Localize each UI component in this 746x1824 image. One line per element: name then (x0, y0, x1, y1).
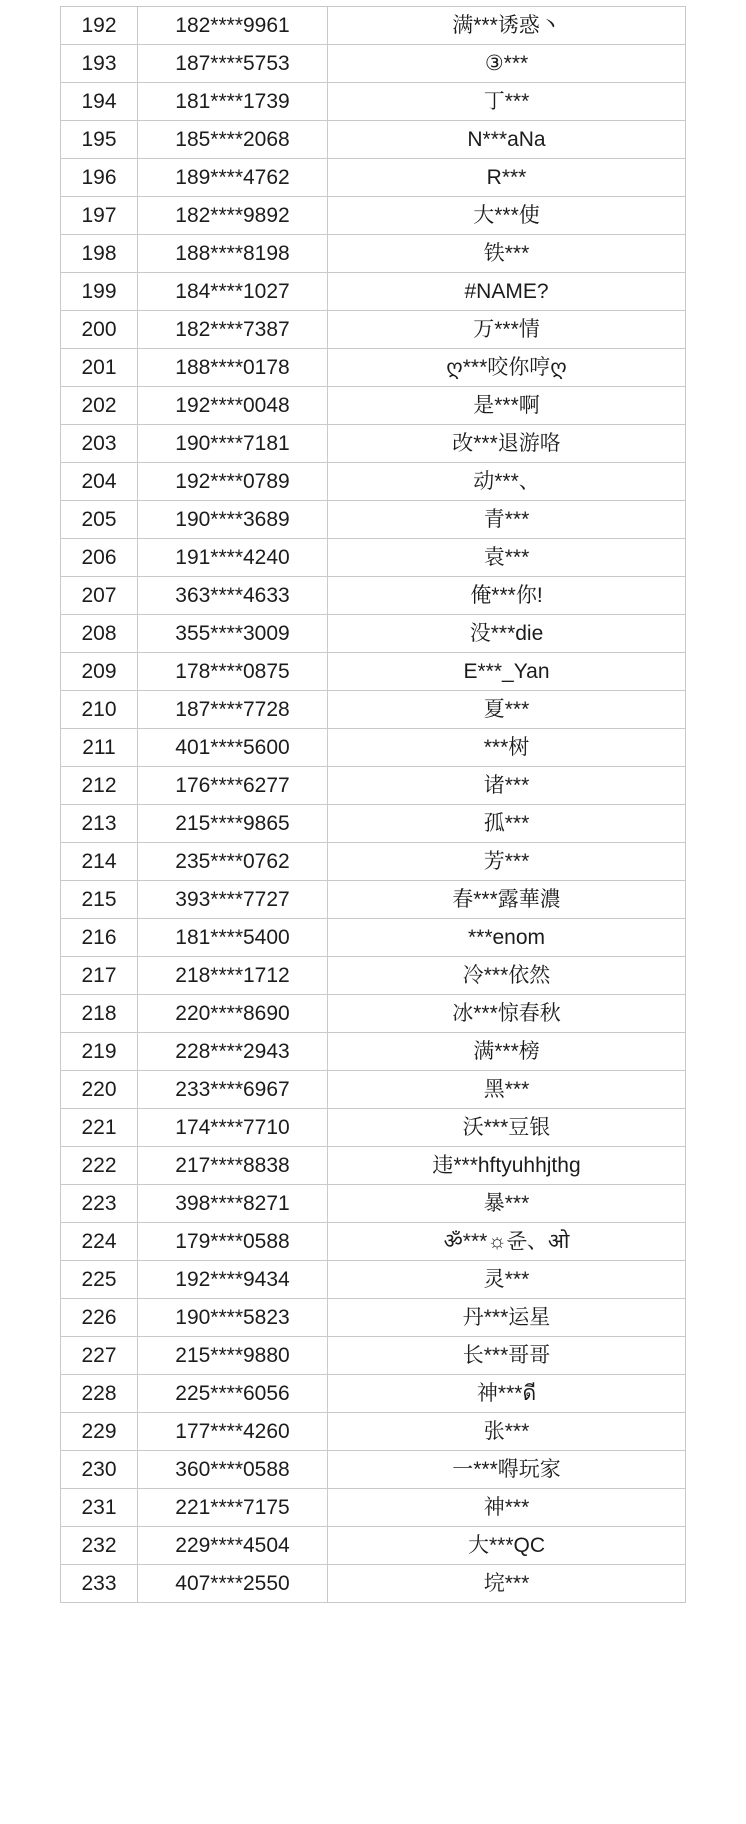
cell-name: #NAME? (328, 273, 686, 311)
cell-phone: 235****0762 (138, 843, 328, 881)
cell-name: 丹***运星 (328, 1299, 686, 1337)
cell-index: 221 (61, 1109, 138, 1147)
cell-index: 212 (61, 767, 138, 805)
cell-index: 218 (61, 995, 138, 1033)
cell-index: 229 (61, 1413, 138, 1451)
table-row (61, 45, 686, 83)
table-row (61, 1565, 686, 1603)
cell-name: N***aNa (328, 121, 686, 159)
table-row (61, 273, 686, 311)
cell-index: 215 (61, 881, 138, 919)
cell-name: 俺***你! (328, 577, 686, 615)
cell-phone: 190****7181 (138, 425, 328, 463)
table-row (61, 957, 686, 995)
table-row (61, 1337, 686, 1375)
cell-index: 206 (61, 539, 138, 577)
cell-phone: 182****9892 (138, 197, 328, 235)
cell-name: 神***ดี (328, 1375, 686, 1413)
cell-index: 193 (61, 45, 138, 83)
cell-index: 192 (61, 7, 138, 45)
cell-phone: 179****0588 (138, 1223, 328, 1261)
cell-phone: 407****2550 (138, 1565, 328, 1603)
cell-index: 202 (61, 387, 138, 425)
cell-phone: 360****0588 (138, 1451, 328, 1489)
cell-name: 冰***惊春秋 (328, 995, 686, 1033)
cell-index: 201 (61, 349, 138, 387)
cell-index: 194 (61, 83, 138, 121)
cell-index: 196 (61, 159, 138, 197)
cell-phone: 178****0875 (138, 653, 328, 691)
cell-name: 春***露華濃 (328, 881, 686, 919)
cell-phone: 181****1739 (138, 83, 328, 121)
cell-phone: 187****7728 (138, 691, 328, 729)
table-row (61, 1413, 686, 1451)
cell-index: 220 (61, 1071, 138, 1109)
cell-name: 张*** (328, 1413, 686, 1451)
cell-phone: 177****4260 (138, 1413, 328, 1451)
cell-phone: 188****0178 (138, 349, 328, 387)
table-row (61, 197, 686, 235)
table-row (61, 653, 686, 691)
cell-name: ॐ***☼쥰、ओ (328, 1223, 686, 1261)
table-row (61, 843, 686, 881)
cell-phone: 192****9434 (138, 1261, 328, 1299)
table-row (61, 691, 686, 729)
cell-phone: 187****5753 (138, 45, 328, 83)
table-row (61, 577, 686, 615)
cell-index: 208 (61, 615, 138, 653)
table-row (61, 1033, 686, 1071)
cell-phone: 233****6967 (138, 1071, 328, 1109)
table-row (61, 919, 686, 957)
cell-phone: 188****8198 (138, 235, 328, 273)
cell-phone: 355****3009 (138, 615, 328, 653)
table-row (61, 235, 686, 273)
table-row (61, 995, 686, 1033)
cell-name: 满***榜 (328, 1033, 686, 1071)
cell-phone: 229****4504 (138, 1527, 328, 1565)
cell-index: 195 (61, 121, 138, 159)
cell-name: 改***退游咯 (328, 425, 686, 463)
table-row (61, 1147, 686, 1185)
cell-index: 213 (61, 805, 138, 843)
cell-name: R*** (328, 159, 686, 197)
cell-name: 大***QC (328, 1527, 686, 1565)
table-row (61, 463, 686, 501)
cell-index: 226 (61, 1299, 138, 1337)
table-row (61, 1185, 686, 1223)
cell-index: 224 (61, 1223, 138, 1261)
table-row (61, 121, 686, 159)
cell-name: 青*** (328, 501, 686, 539)
cell-index: 225 (61, 1261, 138, 1299)
cell-name: 违***hftyuhhjthg (328, 1147, 686, 1185)
cell-index: 203 (61, 425, 138, 463)
cell-index: 233 (61, 1565, 138, 1603)
table-row (61, 349, 686, 387)
table-row (61, 501, 686, 539)
cell-name: 垸*** (328, 1565, 686, 1603)
cell-index: 199 (61, 273, 138, 311)
cell-phone: 218****1712 (138, 957, 328, 995)
cell-name: 灵*** (328, 1261, 686, 1299)
table-row (61, 1261, 686, 1299)
cell-name: ***enom (328, 919, 686, 957)
cell-phone: 181****5400 (138, 919, 328, 957)
cell-index: 200 (61, 311, 138, 349)
cell-index: 231 (61, 1489, 138, 1527)
cell-name: 长***哥哥 (328, 1337, 686, 1375)
cell-index: 217 (61, 957, 138, 995)
cell-name: 暴*** (328, 1185, 686, 1223)
cell-name: 是***啊 (328, 387, 686, 425)
cell-name: ***树 (328, 729, 686, 767)
table-row (61, 1527, 686, 1565)
table-row (61, 311, 686, 349)
cell-name: 铁*** (328, 235, 686, 273)
cell-index: 209 (61, 653, 138, 691)
table-row (61, 1299, 686, 1337)
table-row (61, 615, 686, 653)
cell-index: 232 (61, 1527, 138, 1565)
table-body (61, 7, 686, 1603)
cell-index: 214 (61, 843, 138, 881)
table-row (61, 1223, 686, 1261)
table-row (61, 83, 686, 121)
cell-name: 芳*** (328, 843, 686, 881)
cell-index: 228 (61, 1375, 138, 1413)
cell-name: 万***情 (328, 311, 686, 349)
cell-name: 神*** (328, 1489, 686, 1527)
table-row (61, 425, 686, 463)
cell-index: 205 (61, 501, 138, 539)
cell-index: 227 (61, 1337, 138, 1375)
cell-phone: 192****0789 (138, 463, 328, 501)
cell-index: 211 (61, 729, 138, 767)
cell-name: 丁*** (328, 83, 686, 121)
cell-index: 207 (61, 577, 138, 615)
cell-index: 219 (61, 1033, 138, 1071)
table-row (61, 881, 686, 919)
cell-phone: 221****7175 (138, 1489, 328, 1527)
cell-name: 沃***豆银 (328, 1109, 686, 1147)
cell-index: 210 (61, 691, 138, 729)
cell-phone: 192****0048 (138, 387, 328, 425)
table-row (61, 159, 686, 197)
cell-phone: 217****8838 (138, 1147, 328, 1185)
masked-user-table (60, 6, 686, 1603)
cell-name: E***_Yan (328, 653, 686, 691)
cell-name: ③*** (328, 45, 686, 83)
cell-phone: 393****7727 (138, 881, 328, 919)
cell-name: 满***诱惑丶 (328, 7, 686, 45)
table-row (61, 539, 686, 577)
cell-phone: 215****9880 (138, 1337, 328, 1375)
cell-phone: 190****3689 (138, 501, 328, 539)
table-row (61, 729, 686, 767)
table-row (61, 1451, 686, 1489)
table-row (61, 387, 686, 425)
cell-phone: 215****9865 (138, 805, 328, 843)
table-row (61, 1375, 686, 1413)
cell-phone: 191****4240 (138, 539, 328, 577)
cell-index: 222 (61, 1147, 138, 1185)
cell-index: 197 (61, 197, 138, 235)
table-row (61, 1071, 686, 1109)
cell-phone: 228****2943 (138, 1033, 328, 1071)
cell-name: 动***、 (328, 463, 686, 501)
table-row (61, 1489, 686, 1527)
cell-phone: 401****5600 (138, 729, 328, 767)
table-row (61, 805, 686, 843)
cell-phone: 182****9961 (138, 7, 328, 45)
cell-phone: 225****6056 (138, 1375, 328, 1413)
table-row (61, 767, 686, 805)
cell-phone: 190****5823 (138, 1299, 328, 1337)
cell-name: 一***嘚玩家 (328, 1451, 686, 1489)
cell-name: 大***使 (328, 197, 686, 235)
cell-name: 夏*** (328, 691, 686, 729)
cell-phone: 220****8690 (138, 995, 328, 1033)
cell-phone: 185****2068 (138, 121, 328, 159)
cell-name: 诸*** (328, 767, 686, 805)
cell-phone: 398****8271 (138, 1185, 328, 1223)
cell-index: 230 (61, 1451, 138, 1489)
cell-index: 204 (61, 463, 138, 501)
cell-phone: 176****6277 (138, 767, 328, 805)
cell-index: 216 (61, 919, 138, 957)
cell-name: 没***die (328, 615, 686, 653)
cell-phone: 182****7387 (138, 311, 328, 349)
cell-phone: 174****7710 (138, 1109, 328, 1147)
table-container (60, 0, 686, 1824)
cell-phone: 363****4633 (138, 577, 328, 615)
cell-name: 冷***依然 (328, 957, 686, 995)
cell-phone: 189****4762 (138, 159, 328, 197)
table-row (61, 7, 686, 45)
table-row (61, 1109, 686, 1147)
cell-phone: 184****1027 (138, 273, 328, 311)
cell-name: 黑*** (328, 1071, 686, 1109)
cell-name: 袁*** (328, 539, 686, 577)
cell-name: 孤*** (328, 805, 686, 843)
cell-index: 223 (61, 1185, 138, 1223)
cell-index: 198 (61, 235, 138, 273)
cell-name: ღ***咬你哼ღ (328, 349, 686, 387)
